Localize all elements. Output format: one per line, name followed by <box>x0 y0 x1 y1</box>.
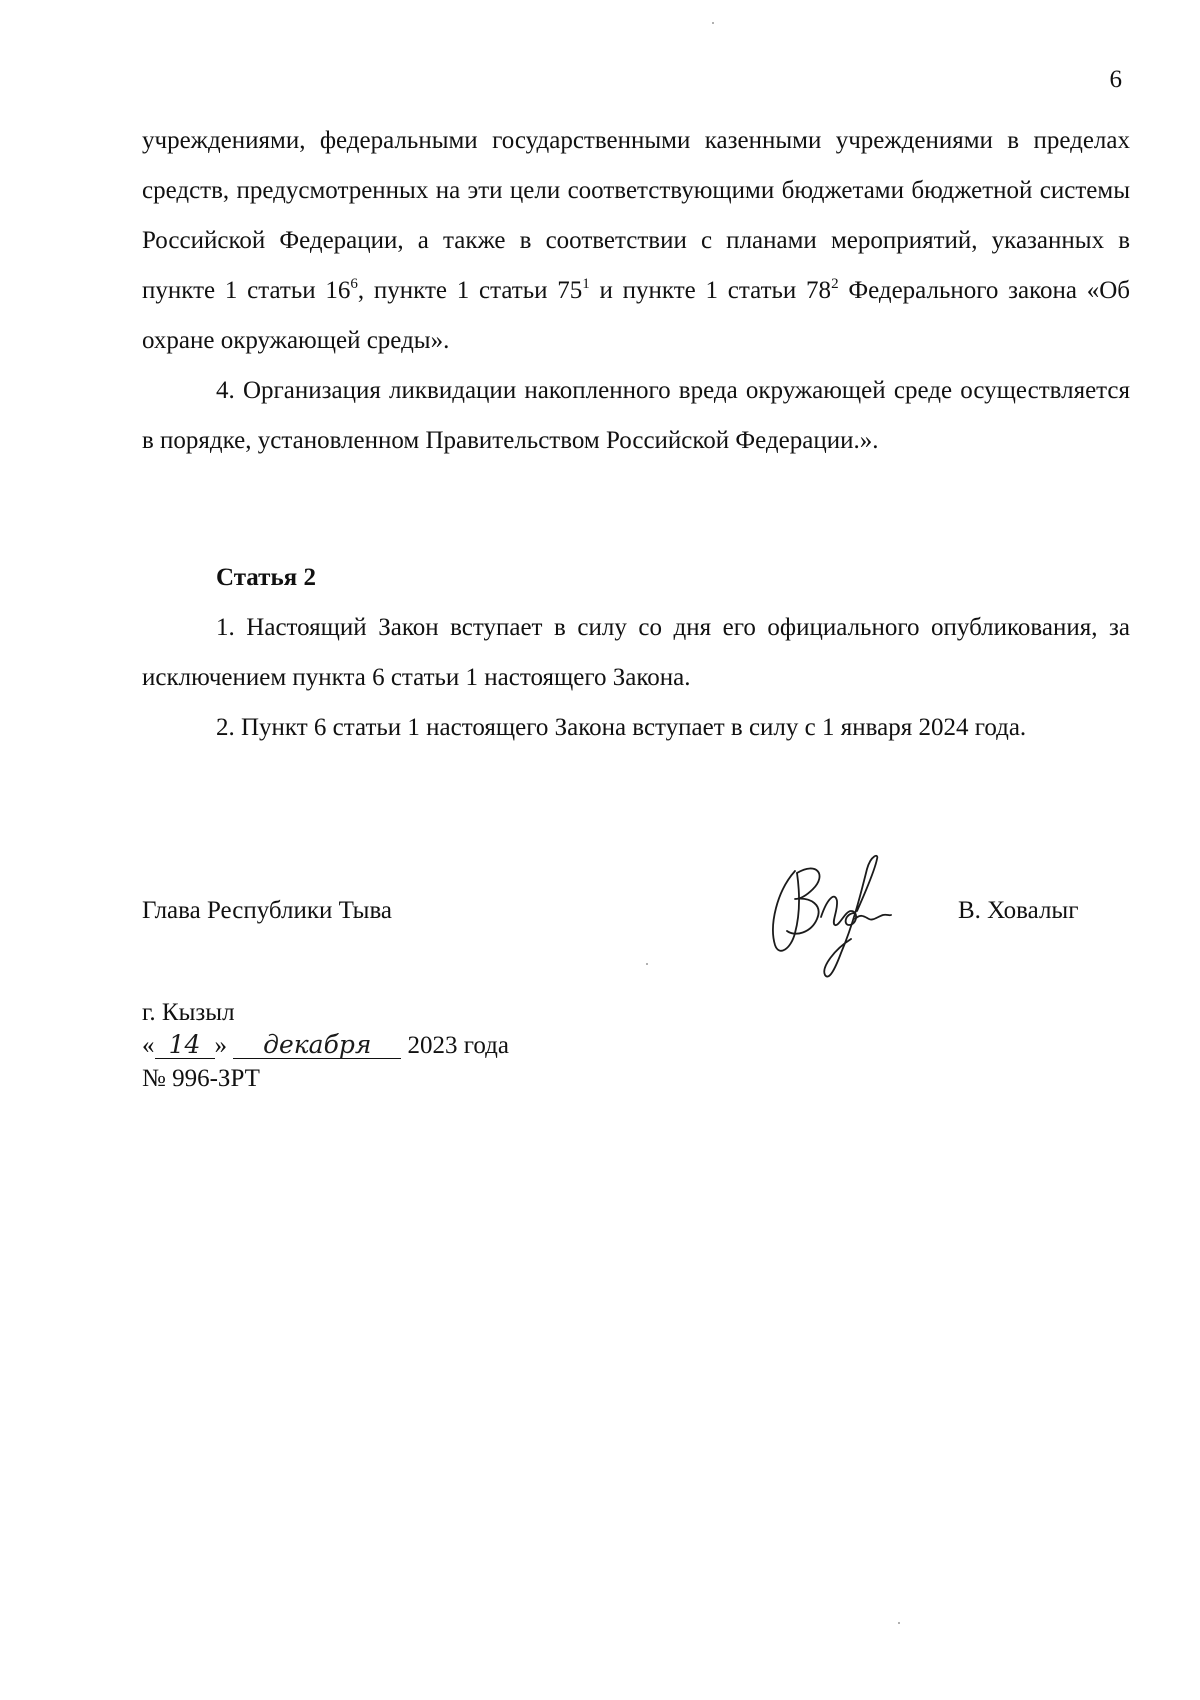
paragraph-item-4: 4. Организация ликвидации накопленного вреда окружающей среде осуществляется в порядке, установленном Правительством Российской Федерации.». <box>142 377 1130 454</box>
superscript: 6 <box>350 276 358 292</box>
paragraph-text: Федерального закона «Об охране окружающей среды». <box>142 277 1130 354</box>
article-heading: Статья 2 <box>216 564 316 591</box>
scan-speck <box>898 1622 900 1624</box>
place-of-signing: г. Кызыл <box>142 999 235 1026</box>
signatory-name: В. Ховалыг <box>958 897 1079 924</box>
signing-date <box>142 1030 509 1062</box>
quote-close: » <box>214 1032 227 1059</box>
law-number: № 996-ЗРТ <box>142 1065 260 1092</box>
date-month-field: декабря <box>233 1032 401 1059</box>
article-2-item-2: 2. Пункт 6 статьи 1 настоящего Закона вступает в силу с 1 января 2024 года. <box>216 714 1027 741</box>
superscript: 2 <box>831 276 839 292</box>
date-year: 2023 года <box>407 1032 509 1059</box>
scan-speck <box>712 22 714 24</box>
paragraph-text: , пункте 1 статьи 75 <box>357 277 583 304</box>
superscript: 1 <box>582 276 590 292</box>
paragraph-text: и пункте 1 статьи 78 <box>589 277 832 304</box>
paragraph-text: учреждениями, федеральными государственными казенными учреждениями в пределах средств, предусмотренных на эти цели соответствующими бюджетами бюджетной системы Российской Федерации, а также в соответствии с планами мероприятий, указанных в пункте 1 статьи 16 <box>142 127 1130 304</box>
article-2-item-1: 1. Настоящий Закон вступает в силу со дня его официального опубликования, за исключением пункта 6 статьи 1 настоящего Закона. <box>142 614 1130 691</box>
handwritten-signature <box>765 853 910 983</box>
scan-speck <box>646 963 648 965</box>
paragraph-continuation <box>142 116 1130 466</box>
quote-open: « <box>142 1032 155 1059</box>
page-number: 6 <box>1109 66 1122 93</box>
date-day-field: 14 <box>155 1032 215 1059</box>
article-2 <box>142 553 1130 753</box>
signatory-title: Глава Республики Тыва <box>142 897 393 924</box>
